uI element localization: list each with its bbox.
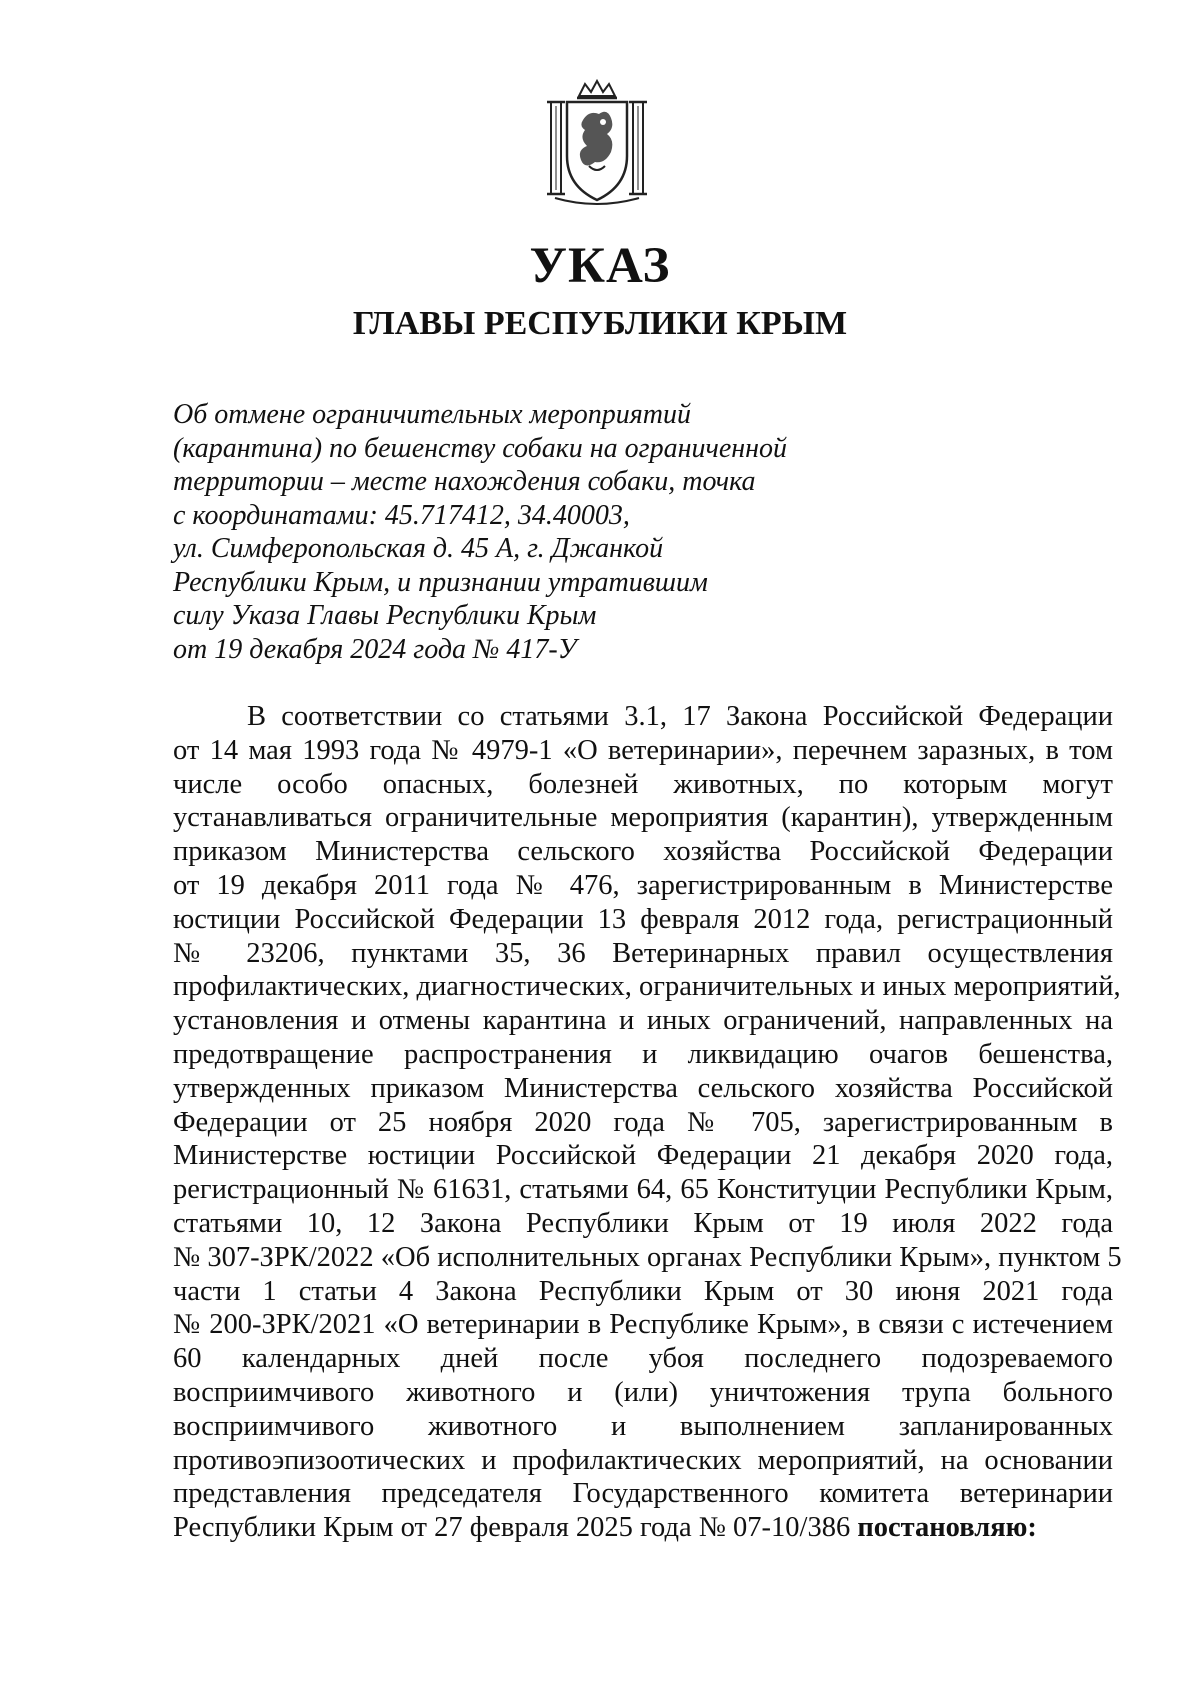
heading-line: силу Указа Главы Республики Крым xyxy=(173,600,597,631)
coat-of-arms-emblem xyxy=(545,78,649,208)
document-title: УКАЗ xyxy=(529,238,671,294)
body-line: от 14 мая 1993 года № 4979-1 «О ветеринарии», перечнем заразных, в том xyxy=(173,734,1113,766)
body-line: В соответствии со статьями 3.1, 17 Закона Российской Федерации xyxy=(247,701,1113,732)
body-line: противоэпизоотических и профилактических мероприятий, на основании xyxy=(173,1444,1113,1476)
document-subtitle: ГЛАВЫ РЕСПУБЛИКИ КРЫМ xyxy=(352,305,848,342)
body-line: Федерации от 25 ноября 2020 года № 705, зарегистрированным в xyxy=(173,1106,1113,1138)
heading-line: от 19 декабря 2024 года № 417-У xyxy=(173,633,577,665)
body-line: утвержденных приказом Министерства сельского хозяйства Российской xyxy=(173,1072,1113,1104)
body-line: 60 календарных дней после убоя последнего подозреваемого xyxy=(173,1343,1113,1375)
body-line: восприимчивого животного и (или) уничтожения трупа больного xyxy=(173,1376,1113,1408)
body-line: устанавливаться ограничительные мероприятия (карантин), утвержденным xyxy=(173,802,1113,834)
body-line: восприимчивого животного и выполнением запланированных xyxy=(173,1410,1113,1442)
body-line: № 307-ЗРК/2022 «Об исполнительных органах Республики Крым», пунктом 5 xyxy=(173,1241,1122,1273)
heading-line: территории – месте нахождения собаки, точка xyxy=(173,466,756,497)
body-line-text: Республики Крым от 27 февраля 2025 года № 07-10/386 xyxy=(173,1512,851,1544)
body-line-final xyxy=(173,1511,1113,1545)
heading-line: (карантина) по бешенству собаки на ограниченной xyxy=(173,432,788,464)
body-line: профилактических, диагностических, ограничительных и иных мероприятий, xyxy=(173,971,1121,1003)
body-line: приказом Министерства сельского хозяйства Российской Федерации xyxy=(173,836,1113,868)
decree-subject-heading xyxy=(173,398,813,666)
body-line: от 19 декабря 2011 года № 476, зарегистрированным в Министерстве xyxy=(173,869,1113,901)
body-line: № 23206, пунктами 35, 36 Ветеринарных правил осуществления xyxy=(173,937,1113,969)
body-line: № 200-ЗРК/2021 «О ветеринарии в Республике Крым», в связи с истечением xyxy=(173,1309,1113,1341)
decree-word: постановляю: xyxy=(857,1512,1037,1544)
body-line: части 1 статьи 4 Закона Республики Крым от 30 июня 2021 года xyxy=(173,1275,1113,1307)
body-line: Министерстве юстиции Российской Федерации 21 декабря 2020 года, xyxy=(173,1140,1113,1172)
preamble-paragraph xyxy=(173,700,1122,1545)
body-line: установления и отмены карантина и иных ограничений, направленных на xyxy=(173,1005,1113,1037)
body-line: предотвращение распространения и ликвидацию очагов бешенства, xyxy=(173,1038,1113,1070)
heading-line: ул. Симферопольская д. 45 А, г. Джанкой xyxy=(173,533,664,564)
body-line: представления председателя Государственного комитета ветеринарии xyxy=(173,1478,1113,1510)
body-line: статьями 10, 12 Закона Республики Крым от 19 июля 2022 года xyxy=(173,1207,1113,1239)
body-line: числе особо опасных, болезней животных, по которым могут xyxy=(173,768,1113,800)
body-line: юстиции Российской Федерации 13 февраля 2012 года, регистрационный xyxy=(173,903,1113,935)
heading-line: Об отмене ограничительных мероприятий xyxy=(173,399,692,430)
body-line: регистрационный № 61631, статьями 64, 65 Конституции Республики Крым, xyxy=(173,1174,1113,1206)
heading-line: Республики Крым, и признании утратившим xyxy=(173,566,708,598)
heading-line: с координатами: 45.717412, 34.40003, xyxy=(173,499,630,531)
